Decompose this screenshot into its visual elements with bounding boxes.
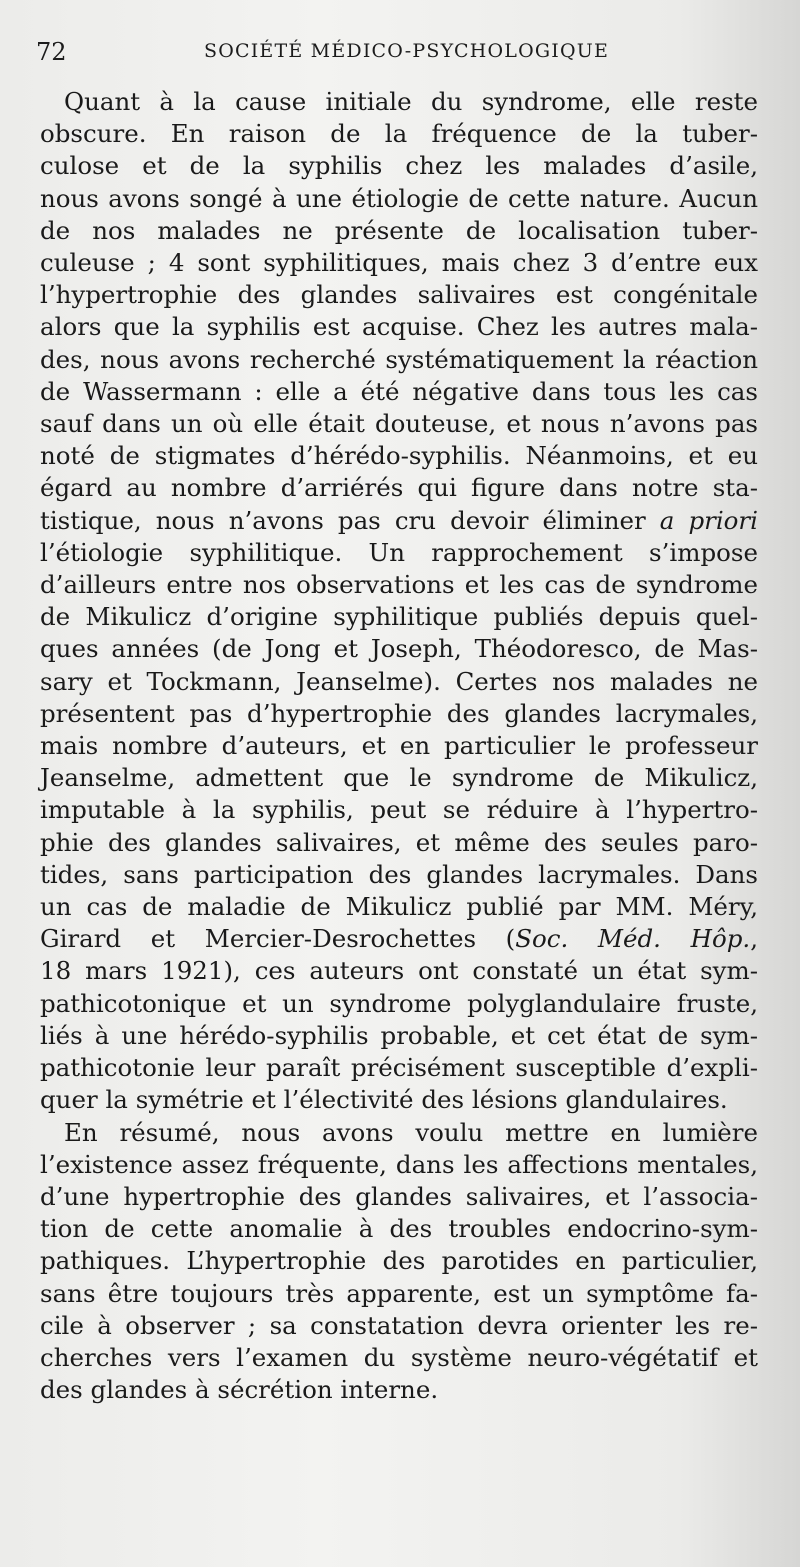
text-line: liés à une hérédo-syphilis probable, et cet état de sym- — [40, 1020, 758, 1050]
text-line: obscure. En raison de la fréquence de la tuber- — [40, 119, 758, 149]
citation-line — [40, 923, 758, 955]
text-line: mais nombre d’auteurs, et en particulier le professeur — [40, 731, 758, 761]
text-line: un cas de maladie de Mikulicz publié par MM. Méry, — [40, 892, 758, 922]
italic-text: a priori — [659, 505, 758, 535]
text-line: pathicotonie leur paraît précisément susceptible d’expli- — [40, 1053, 758, 1083]
text-line: Quant à la cause initiale du syndrome, elle reste — [64, 87, 758, 116]
text-line: tion de cette anomalie à des troubles endocrino-sym- — [40, 1214, 758, 1244]
paragraph-2 — [40, 1117, 758, 1407]
paragraph-1 — [40, 86, 758, 1117]
text-line: de nos malades ne présente de localisation tuber- — [40, 215, 758, 245]
text-line: imputable à la syphilis, peut se réduire à l’hypertro- — [40, 795, 758, 825]
text-line — [40, 505, 758, 537]
text-line: quer la symétrie et l’électivité des lésions glandulaires. — [40, 1085, 728, 1115]
text-line: nous avons songé à une étiologie de cette nature. Aucun — [40, 183, 758, 213]
text-line: noté de stigmates d’hérédo-syphilis. Néanmoins, et eu — [40, 441, 758, 471]
body-text — [40, 86, 758, 1406]
text-line: pathiques. L’hypertrophie des parotides en particulier, — [40, 1246, 758, 1276]
text-line: de Wassermann : elle a été négative dans tous les cas — [40, 376, 758, 406]
text-line: l’étiologie syphilitique. Un rapprochement s’impose — [40, 537, 758, 567]
text-line: sans être toujours très apparente, est un symptôme fa- — [40, 1278, 758, 1308]
text-line: Jeanselme, admettent que le syndrome de Mikulicz, — [40, 763, 758, 793]
text-line: culose et de la syphilis chez les malades d’asile, — [40, 151, 758, 181]
text-line: sary et Tockmann, Jeanselme). Certes nos malades ne — [40, 666, 758, 696]
text-line: égard au nombre d’arriérés qui figure dans notre sta- — [40, 473, 758, 503]
text-line: culeuse ; 4 sont syphilitiques, mais chez 3 d’entre eux — [40, 248, 758, 278]
text-line: ques années (de Jong et Joseph, Théodoresco, de Mas- — [40, 634, 758, 664]
text-line: sauf dans un où elle était douteuse, et nous n’avons pas — [40, 409, 758, 439]
text-line: pathicotonique et un syndrome polyglandulaire fruste, — [40, 988, 758, 1018]
text-line: d’une hypertrophie des glandes salivaires, et l’associa- — [40, 1181, 758, 1211]
text-line: l’hypertrophie des glandes salivaires est congénitale — [40, 280, 758, 310]
text-line: alors que la syphilis est acquise. Chez les autres mala- — [40, 312, 758, 342]
text-segment: , — [750, 924, 759, 954]
text-line: des, nous avons recherché systématiquement la réaction — [40, 344, 758, 374]
text-line: En résumé, nous avons voulu mettre en lumière — [64, 1117, 758, 1147]
text-line: phie des glandes salivaires, et même des seules paro- — [40, 827, 758, 857]
text-line: cile à observer ; sa constatation devra orienter les re- — [40, 1310, 758, 1340]
text-line: cherches vers l’examen du système neuro-végétatif et — [40, 1342, 758, 1372]
text-segment: tistique, nous n’avons pas cru devoir éliminer — [40, 505, 660, 535]
page-number: 72 — [36, 38, 67, 66]
text-line: tides, sans participation des glandes lacrymales. Dans — [40, 859, 758, 889]
text-line: l’existence assez fréquente, dans les affections mentales, — [40, 1149, 758, 1179]
text-segment: Girard et Mercier-Desrochettes ( — [40, 924, 516, 954]
text-line: 18 mars 1921), ces auteurs ont constaté un état sym- — [40, 956, 758, 986]
text-line: d’ailleurs entre nos observations et les cas de syndrome — [40, 570, 758, 600]
journal-title: SOCIÉTÉ MÉDICO-PSYCHOLOGIQUE — [204, 40, 610, 62]
running-head — [36, 38, 766, 72]
text-line: présentent pas d’hypertrophie des glandes lacrymales, — [40, 698, 758, 728]
text-line: de Mikulicz d’origine syphilitique publiés depuis quel- — [40, 602, 758, 632]
text-line: des glandes à sécrétion interne. — [40, 1375, 439, 1405]
italic-citation: Soc. Méd. Hôp. — [515, 924, 751, 954]
